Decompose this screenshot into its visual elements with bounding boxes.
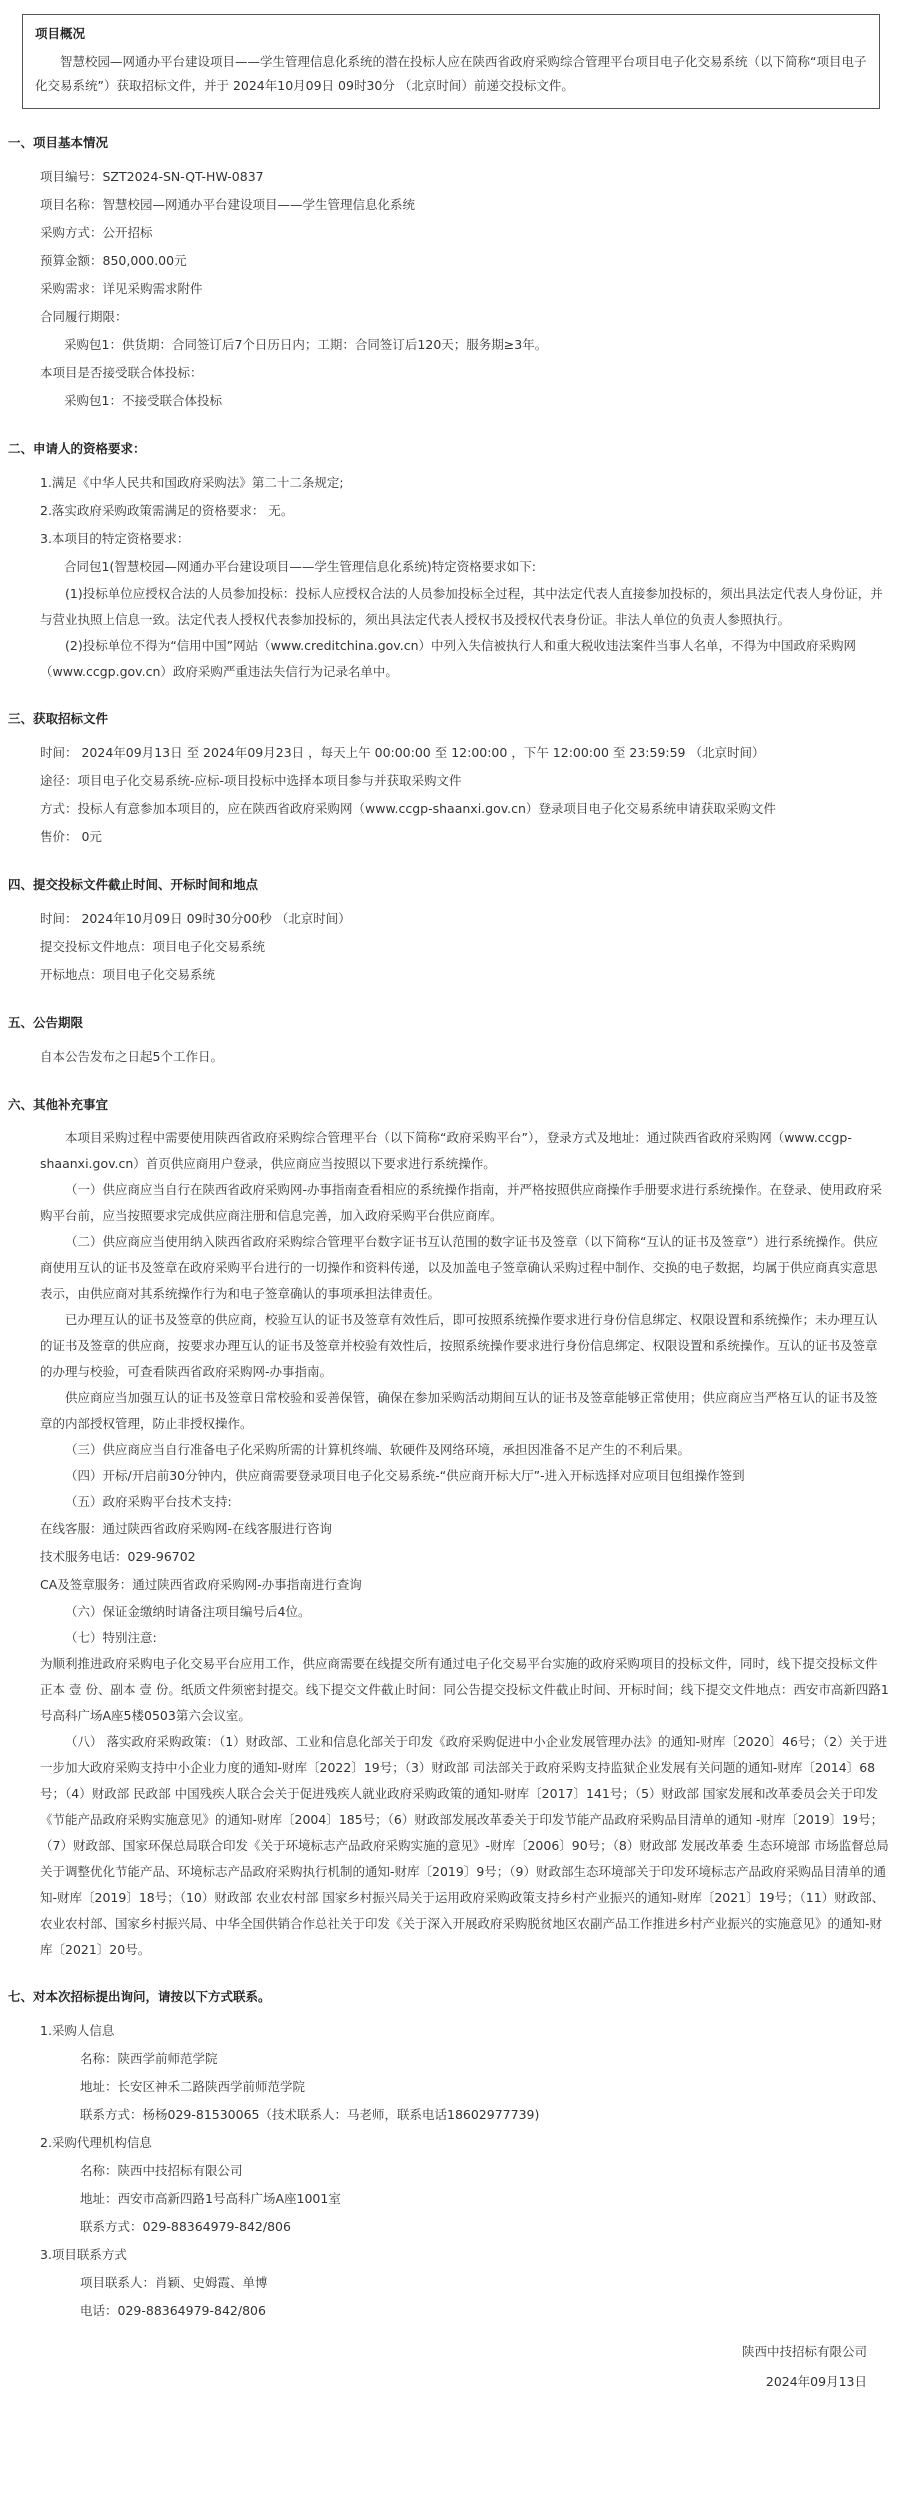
opening-place: 开标地点：项目电子化交易系统: [40, 967, 216, 982]
signature-org: 陕西中技招标有限公司: [741, 2344, 867, 2359]
budget-amount: 预算金额：850,000.00元: [40, 253, 187, 268]
online-service: 在线客服：通过陕西省政府采购网-在线客服进行咨询: [40, 1521, 333, 1536]
other-paragraph: （三）供应商应当自行准备电子化采购所需的计算机终端、软硬件及网络环境，承担因准备不足产生的不利后果。: [65, 1442, 691, 1457]
qualification-item: 合同包1(智慧校园—网通办平台建设项目——学生管理信息化系统)特定资格要求如下:: [64, 559, 536, 574]
section-title: 四、提交投标文件截止时间、开标时间和地点: [8, 877, 259, 892]
section-qualification: [8, 439, 889, 685]
purchaser-heading: 1.采购人信息: [40, 2023, 115, 2038]
section-basic-info: [8, 133, 889, 415]
contract-period-label: 合同履行期限：: [40, 309, 128, 324]
other-paragraph: （二）供应商应当使用纳入陕西省政府采购综合管理平台数字证书互认范围的数字证书及签章（以下简称“互认的证书及签章”）进行系统操作。供应商使用互认的证书及签章在政府采购平台进行的一切操作和资料传递，以及加盖电子签章确认采购过程中制作、交换的电子数据，均属于供应商真实意思表示，由供应商对其系统操作行为和电子签章确认的事项承担法律责任。: [40, 1234, 878, 1301]
procurement-method: 采购方式：公开招标: [40, 225, 153, 240]
section-title: 二、申请人的资格要求：: [8, 441, 146, 456]
procurement-requirement: 采购需求：详见采购需求附件: [40, 281, 203, 296]
other-paragraph: 已办理互认的证书及签章的供应商，校验互认的证书及签章有效性后，即可按照系统操作要求进行身份信息绑定、权限设置和系统操作；未办理互认的证书及签章的供应商，按要求办理互认的证书及签章并校验有效性后，按照系统操作要求进行身份信息绑定、权限设置和系统操作。互认的证书及签章的办理与校验，可查看陕西省政府采购网-办事指南。: [40, 1312, 878, 1379]
other-paragraph: （一）供应商应当自行在陕西省政府采购网-办事指南查看相应的系统操作指南，并严格按照供应商操作手册要求进行系统操作。在登录、使用政府采购平台前，应当按照要求完成供应商注册和信息完善，加入政府采购平台供应商库。: [40, 1182, 883, 1223]
section-title: 三、获取招标文件: [8, 711, 109, 726]
purchaser-contact: 联系方式：杨杨029-81530065（技术联系人：马老师，联系电话18602977739): [80, 2107, 540, 2122]
purchaser-name: 名称：陕西学前师范学院: [80, 2051, 218, 2066]
qualification-item: 3.本项目的特定资格要求：: [40, 531, 190, 546]
project-number: 项目编号：SZT2024-SN-QT-HW-0837: [40, 169, 264, 184]
project-name: 项目名称：智慧校园—网通办平台建设项目——学生管理信息化系统: [40, 197, 416, 212]
other-paragraph: （四）开标/开启前30分钟内，供应商需要登录项目电子化交易系统-“供应商开标大厅”-进入开标选择对应项目包组操作签到: [65, 1468, 745, 1483]
project-contact-person: 项目联系人：肖颖、史姆霞、单博: [80, 2275, 268, 2290]
other-paragraph: 为顺利推进政府采购电子化交易平台应用工作，供应商需要在线提交所有通过电子化交易平台实施的政府采购项目的投标文件，同时，线下提交投标文件正本 壹 份、副本 壹 份。纸质文件须密封提交。线下提交文件截止时间：同公告提交投标文件截止时间、开标时间；线下提交文件地点：西安市高新四路1号高科广场A座5楼0503第六会议室。: [40, 1656, 889, 1723]
signature-block: [8, 2337, 889, 2397]
submission-place: 提交投标文件地点：项目电子化交易系统: [40, 939, 266, 954]
agency-heading: 2.采购代理机构信息: [40, 2135, 152, 2150]
tech-phone: 技术服务电话：029-96702: [40, 1549, 196, 1564]
contract-period-package1: 采购包1：供货期：合同签订后7个日历日内；工期：合同签订后120天；服务期≥3年。: [64, 337, 548, 352]
notice-period-text: 自本公告发布之日起5个工作日。: [40, 1049, 223, 1064]
qualification-item: 1.满足《中华人民共和国政府采购法》第二十二条规定;: [40, 475, 344, 490]
doc-method: 方式：投标人有意参加本项目的，应在陕西省政府采购网（www.ccgp-shaanxi.gov.cn）登录项目电子化交易系统申请获取采购文件: [40, 801, 776, 816]
project-contact-phone: 电话：029-88364979-842/806: [80, 2303, 266, 2318]
other-paragraph: （七）特别注意:: [65, 1630, 157, 1645]
section-title: 六、其他补充事宜: [8, 1097, 109, 1112]
policy-paragraph: （八） 落实政府采购政策：（1）财政部、工业和信息化部关于印发《政府采购促进中小企业发展管理办法》的通知-财库〔2020〕46号；（2）关于进一步加大政府采购支持中小企业力度的通知-财库〔2022〕19号；（3）财政部 司法部关于政府采购支持监狱企业发展有关问题的通知-财库〔2014〕68号；（4）财政部 民政部 中国残疾人联合会关于促进残疾人就业政府采购政策的通知-财库〔2017〕141号；（5）财政部 国家发展和改革委员会关于印发《节能产品政府采购实施意见》的通知-财库〔2004〕185号；（6）财政部发展改革委关于印发节能产品政府采购品目清单的通知 -财库〔2019〕19号；（7）财政部、国家环保总局联合印发《关于环境标志产品政府采购实施的意见》-财库〔2006〕90号；（8）财政部 发展改革委 生态环境部 市场监督总局关于调整优化节能产品、环境标志产品政府采购执行机制的通知-财库〔2019〕9号；（9）财政部生态环境部关于印发环境标志产品政府采购品目清单的通知-财库〔2019〕18号；（10）财政部 农业农村部 国家乡村振兴局关于运用政府采购政策支持乡村产业振兴的通知-财库〔2021〕19号；（11）财政部、农业农村部、国家乡村振兴局、中华全国供销合作总社关于印发《关于深入开展政府采购脱贫地区农副产品工作推进乡村产业振兴的实施意见》的通知-财库〔2021〕20号。: [40, 1734, 889, 1957]
qualification-paragraph: (2)投标单位不得为“信用中国”网站（www.creditchina.gov.cn）中列入失信被执行人和重大税收违法案件当事人名单，不得为中国政府采购网（www.ccgp.gov.cn）政府采购严重违法失信行为记录名单中。: [40, 638, 856, 679]
section-notice-period: [8, 1013, 889, 1071]
qualification-paragraph: (1)投标单位应授权合法的人员参加投标：投标人应授权合法的人员参加投标全过程，其中法定代表人直接参加投标的，须出具法定代表人身份证，并与营业执照上信息一致。法定代表人授权代表参加投标的，须出具法定代表人授权书及授权代表身份证。非法人单位的负责人参照执行。: [40, 586, 883, 627]
consortium-package1: 采购包1：不接受联合体投标: [64, 393, 222, 408]
section-title: 七、对本次招标提出询问，请按以下方式联系。: [8, 1989, 271, 2004]
doc-channel: 途径：项目电子化交易系统-应标-项目投标中选择本项目参与并获取采购文件: [40, 773, 462, 788]
agency-name: 名称：陕西中技招标有限公司: [80, 2163, 243, 2178]
section-other-matters: [8, 1095, 889, 1963]
purchaser-address: 地址：长安区神禾二路陕西学前师范学院: [80, 2079, 306, 2094]
ca-service: CA及签章服务：通过陕西省政府采购网-办事指南进行查询: [40, 1577, 362, 1592]
section-contact: [8, 1987, 889, 2325]
doc-time: 时间： 2024年09月13日 至 2024年09月23日 ，每天上午 00:00:00 至 12:00:00 ，下午 12:00:00 至 23:59:59 （北京时间）: [40, 745, 765, 760]
agency-address: 地址：西安市高新四路1号高科广场A座1001室: [80, 2191, 341, 2206]
section-deadline: [8, 875, 889, 989]
doc-price: 售价： 0元: [40, 829, 102, 844]
other-paragraph: （五）政府采购平台技术支持:: [65, 1494, 232, 1509]
overview-text: 智慧校园—网通办平台建设项目——学生管理信息化系统的潜在投标人应在陕西省政府采购综合管理平台项目电子化交易系统（以下简称“项目电子化交易系统”）获取招标文件，并于 2024年10月09日 09时30分 （北京时间）前递交投标文件。: [35, 54, 867, 93]
agency-contact: 联系方式：029-88364979-842/806: [80, 2219, 291, 2234]
signature-date: 2024年09月13日: [765, 2374, 867, 2389]
project-overview-box: [22, 14, 880, 109]
section-get-documents: [8, 709, 889, 851]
other-paragraph: 供应商应当加强互认的证书及签章日常校验和妥善保管，确保在参加采购活动期间互认的证书及签章能够正常使用；供应商应当严格互认的证书及签章的内部授权管理，防止非授权操作。: [40, 1390, 878, 1431]
deadline-time: 时间： 2024年10月09日 09时30分00秒 （北京时间）: [40, 911, 351, 926]
section-title: 一、项目基本情况: [8, 135, 109, 150]
consortium-label: 本项目是否接受联合体投标：: [40, 365, 203, 380]
qualification-item: 2.落实政府采购政策需满足的资格要求： 无。: [40, 503, 294, 518]
overview-title: 项目概况: [35, 26, 86, 41]
section-title: 五、公告期限: [8, 1015, 84, 1030]
other-paragraph: 本项目采购过程中需要使用陕西省政府采购综合管理平台（以下简称“政府采购平台”），登录方式及地址：通过陕西省政府采购网（www.ccgp-shaanxi.gov.cn）首页供应商用户登录，供应商应当按照以下要求进行系统操作。: [40, 1130, 852, 1171]
other-paragraph: （六）保证金缴纳时请备注项目编号后4位。: [65, 1604, 311, 1619]
project-contact-heading: 3.项目联系方式: [40, 2247, 127, 2262]
